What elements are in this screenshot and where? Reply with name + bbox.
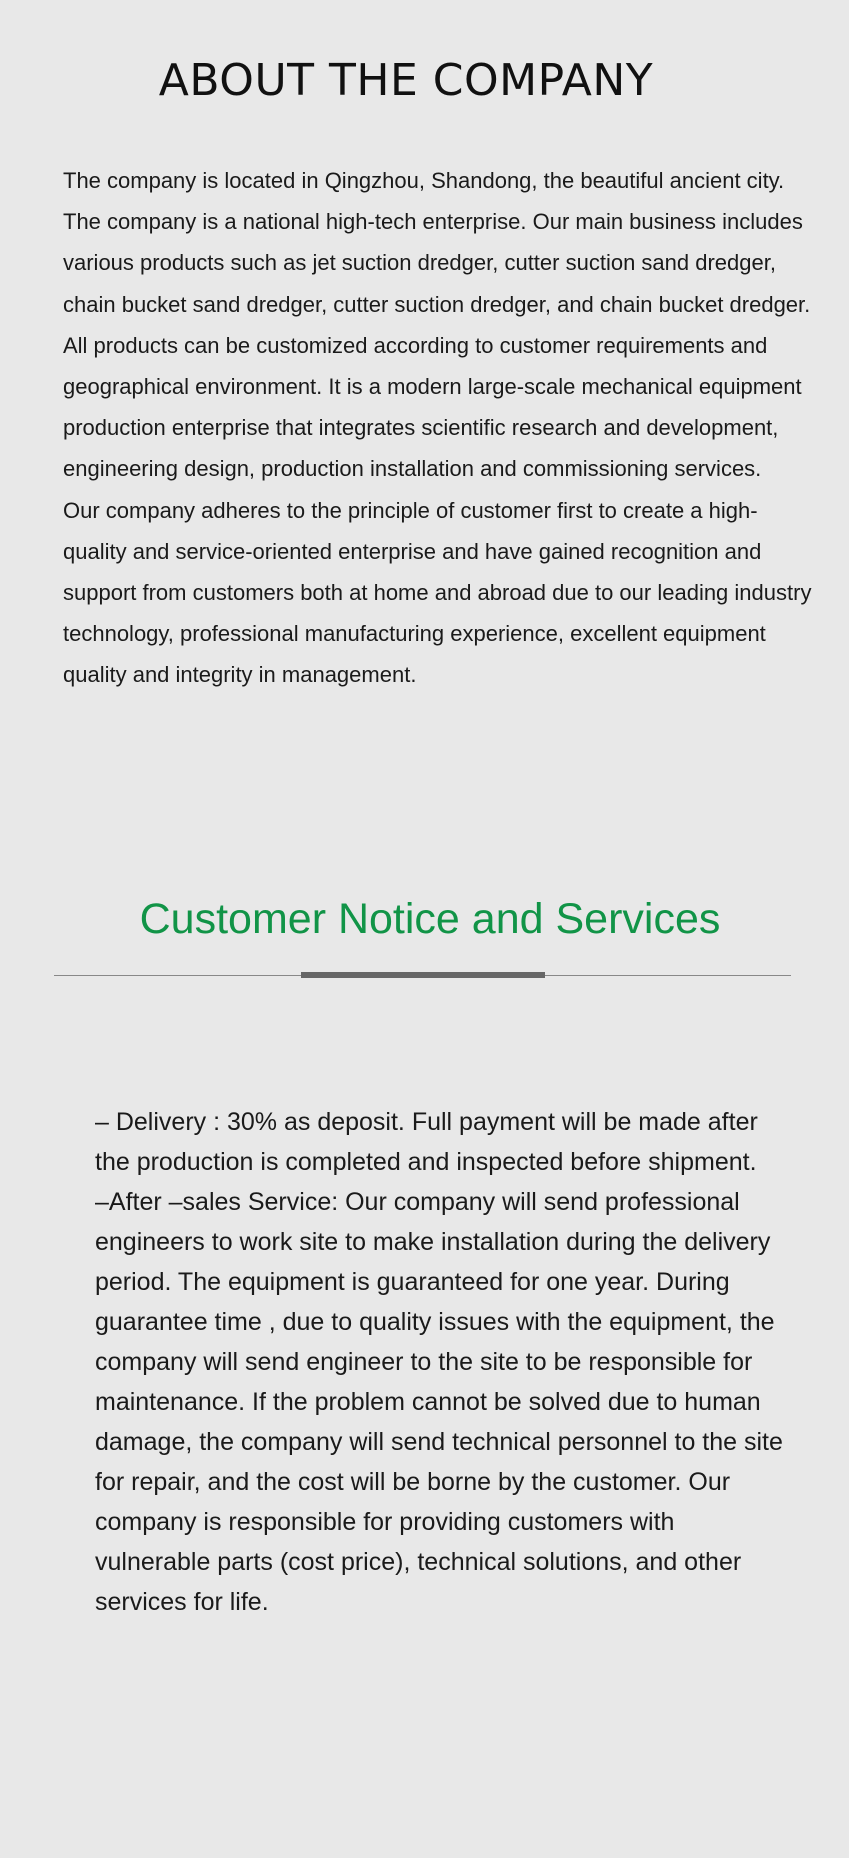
about-paragraph-2: Our company adheres to the principle of customer first to create a high-quality and service-oriented enterprise and have gained recognition and support from customers both at home and abroad due to our leading industry technology, professional manufacturing experience, excellent equipment quality and integrity in management.: [63, 497, 812, 688]
about-title: ABOUT THE COMPANY: [158, 55, 654, 106]
about-paragraph-1: The company is located in Qingzhou, Shandong, the beautiful ancient city. The company is a national high-tech enterprise. Our main business includes various products such as jet suction dredger, cutter suction sand dredger, chain bucket sand dredger, cutter suction dredger, and chain bucket dredger. All products can be customized according to customer requirements and geographical environment. It is a modern large-scale mechanical equipment production enterprise that integrates scientific research and development, engineering design, production installation and commissioning services.: [63, 168, 811, 482]
notice-title: Customer Notice and Services: [139, 895, 721, 943]
notice-body: [95, 1102, 795, 1622]
notice-item-delivery: – Delivery : 30% as deposit. Full payment will be made after the production is completed and inspected before shipment.: [95, 1108, 758, 1176]
about-body: [63, 160, 813, 696]
notice-item-after-sales: –After –sales Service: Our company will send professional engineers to work site to make installation during the delivery period. The equipment is guaranteed for one year. During guarantee time , due to quality issues with the equipment, the company will send engineer to the site to be responsible for maintenance. If the problem cannot be solved due to human damage, the company will send technical personnel to the site for repair, and the cost will be borne by the customer. Our company is responsible for providing customers with vulnerable parts (cost price), technical solutions, and other services for life.: [95, 1188, 783, 1616]
section-divider-accent: [301, 972, 545, 978]
